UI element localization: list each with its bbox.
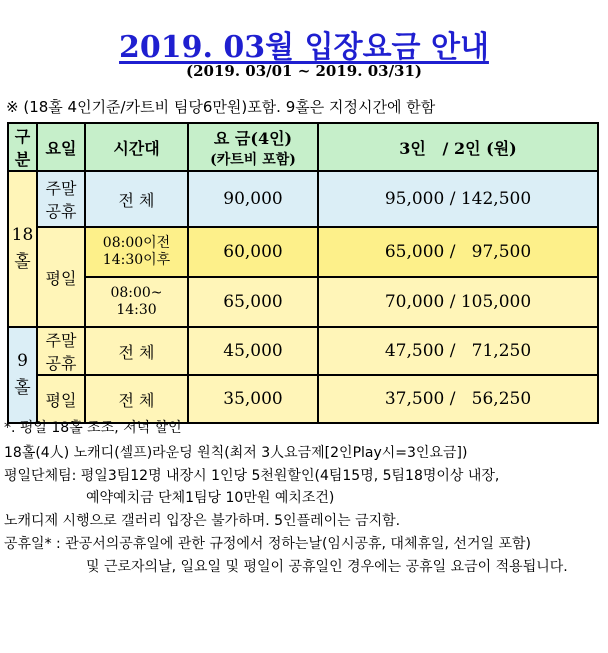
page-title: 2019. 03월 입장요금 안내	[119, 30, 489, 65]
day-cell: 평일	[37, 227, 85, 327]
day-cell: 평일	[37, 375, 85, 423]
holes-9-label: 9 홀	[8, 327, 37, 423]
others-cell: 37,500 / 56,250	[318, 375, 598, 423]
note-self-round: 18홀(4人) 노캐디(셀프)라운딩 원칙(최저 3人요금제[2인Play시=3인요금])	[4, 445, 468, 461]
header-category: 구 분	[8, 123, 37, 171]
table-row	[8, 277, 598, 327]
pricing-basis-note: ※ (18홀 4인기준/카트비 팀당6만원)포함. 9홀은 지정시간에 한함	[6, 98, 436, 116]
fee-cell: 65,000	[188, 277, 318, 327]
period-range: (2019. 03/01 ~ 2019. 03/31)	[185, 62, 423, 80]
table-row	[8, 327, 598, 375]
fee-cell: 45,000	[188, 327, 318, 375]
time-cell: 전 체	[85, 171, 188, 227]
header-day: 요일	[37, 123, 85, 171]
time-cell: 전 체	[85, 375, 188, 423]
table-header-row	[8, 123, 598, 171]
fee-cell: 35,000	[188, 375, 318, 423]
day-cell: 주말 공휴	[37, 171, 85, 227]
table-row	[8, 171, 598, 227]
note-discount: *. 평일 18홀 조조, 저녁 할인	[4, 420, 182, 436]
note-group-discount: 평일단체팀: 평일3팀12명 내장시 1인당 5천원할인(4팀15명, 5팀18명이상 내장,	[4, 468, 500, 484]
table-row	[8, 375, 598, 423]
header-others: 3인 / 2인 (원)	[318, 123, 598, 171]
others-cell: 47,500 / 71,250	[318, 327, 598, 375]
day-cell: 주말 공휴	[37, 327, 85, 375]
note-holiday-rate: 및 근로자의날, 일요일 및 평일이 공휴일인 경우에는 공휴일 요금이 적용됩니다.	[86, 559, 568, 575]
header-time: 시간대	[85, 123, 188, 171]
others-cell: 95,000 / 142,500	[318, 171, 598, 227]
fee-table	[7, 122, 599, 424]
holes-18-label: 18 홀	[8, 171, 37, 327]
table-row	[8, 227, 598, 277]
note-group-deposit: 예약예치금 단체1팀당 10만원 예치조건)	[86, 490, 335, 506]
note-holiday-definition: 공휴일* : 관공서의공휴일에 관한 규정에서 정하는날(임시공휴, 대체휴일, 선거일 포함)	[4, 536, 531, 552]
others-cell: 70,000 / 105,000	[318, 277, 598, 327]
time-cell: 08:00~ 14:30	[85, 277, 188, 327]
time-cell: 전 체	[85, 327, 188, 375]
fee-cell: 60,000	[188, 227, 318, 277]
time-cell: 08:00이전 14:30이후	[85, 227, 188, 277]
fee-cell: 90,000	[188, 171, 318, 227]
header-fee: 요 금(4인) (카트비 포함)	[188, 123, 318, 171]
note-gallery: 노캐디제 시행으로 갤러리 입장은 불가하며. 5인플레이는 금지함.	[4, 513, 401, 529]
others-cell: 65,000 / 97,500	[318, 227, 598, 277]
